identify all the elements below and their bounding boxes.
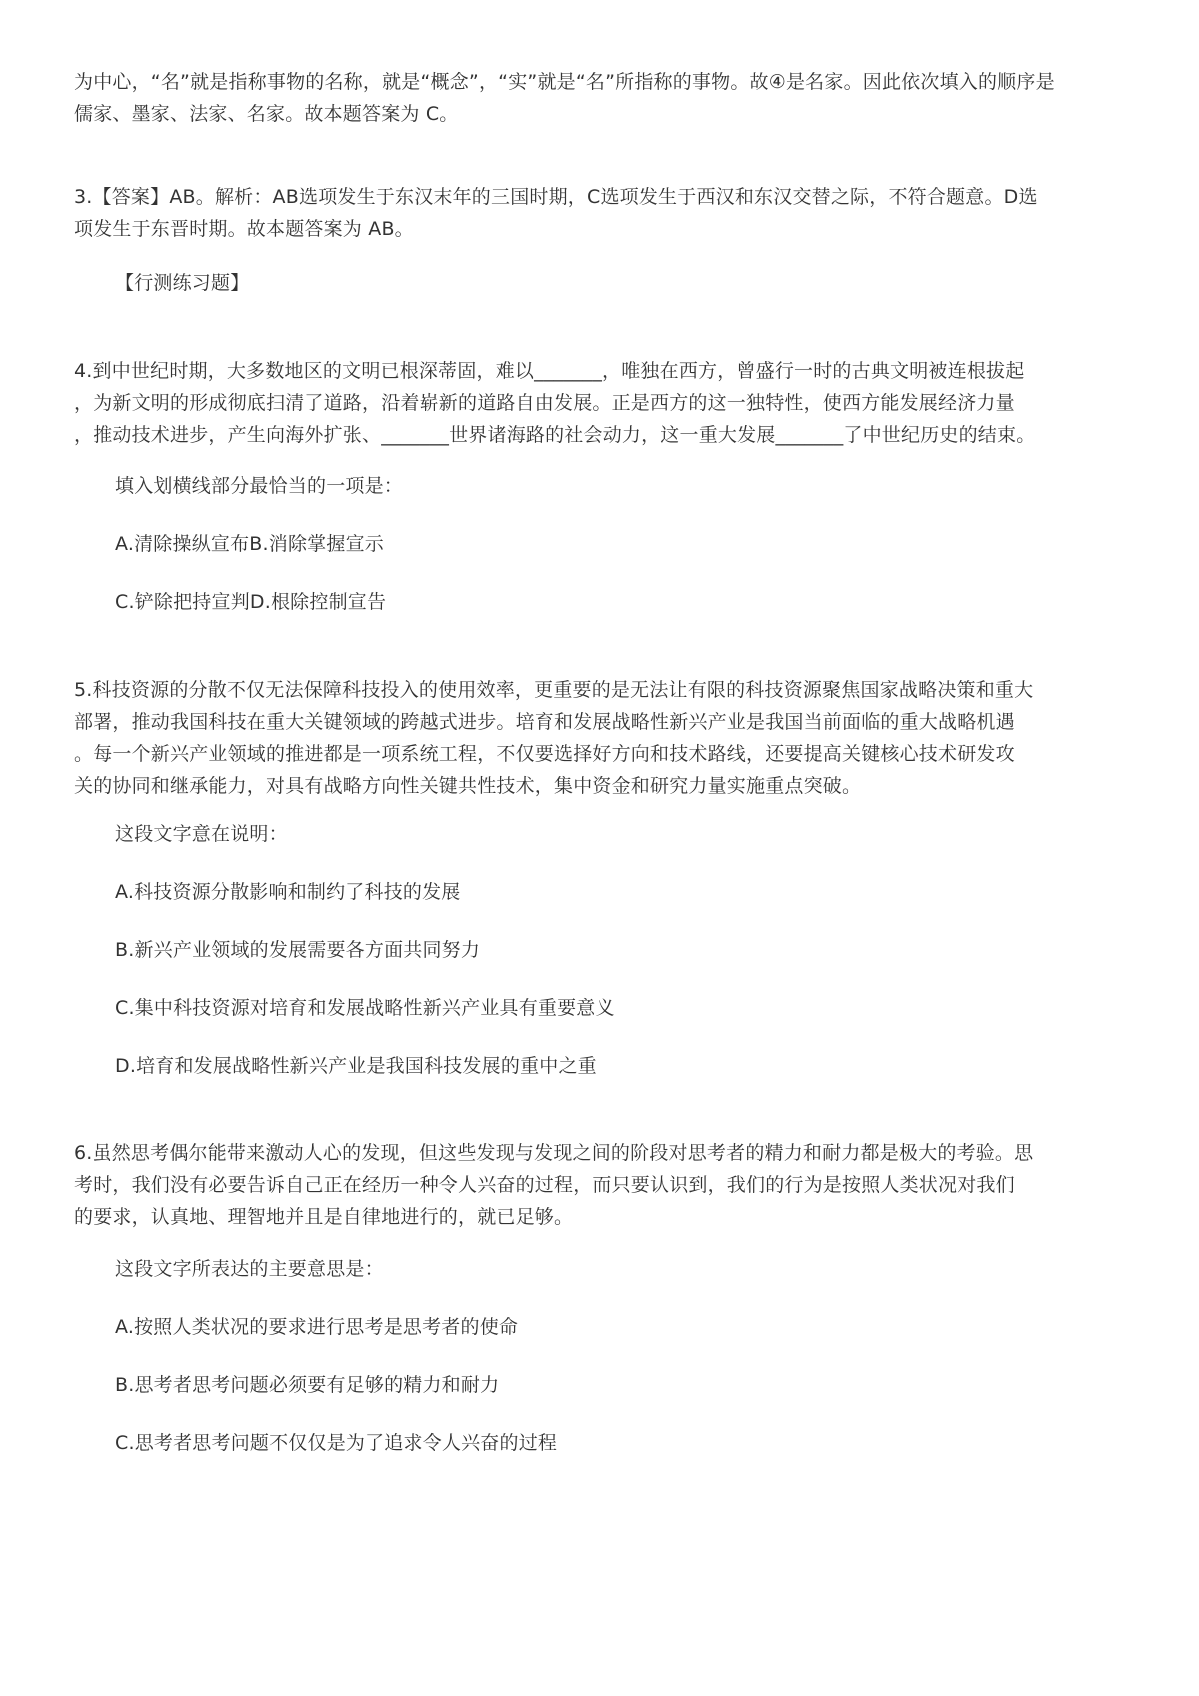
- text-line: 为中心，“名”就是指称事物的名称，就是“概念”，“实”就是“名”所指称的事物。故④是名家。因此依次填入的顺序是: [74, 71, 1055, 93]
- text-line: 4.到中世纪时期，大多数地区的文明已根深蒂固，难以_______，唯独在西方，曾盛行一时的古典文明被连根拔起: [74, 360, 1025, 382]
- text-line: C.铲除把持宣判D.根除控制宣告: [115, 591, 387, 613]
- text-line: ，为新文明的形成彻底扫清了道路，沿着崭新的道路自由发展。正是西方的这一独特性，使西方能发展经济力量: [74, 392, 1015, 414]
- question-6-option-b: [115, 1369, 1115, 1401]
- answer-3-explanation: [74, 181, 1130, 245]
- question-5-prompt: [115, 818, 1115, 850]
- text-line: 【行测练习题】: [115, 272, 250, 294]
- question-5-option-d: [115, 1050, 1115, 1082]
- text-line: A.清除操纵宣布B.消除掌握宣示: [115, 533, 384, 555]
- text-line: C.集中科技资源对培育和发展战略性新兴产业具有重要意义: [115, 997, 615, 1019]
- text-line: 关的协同和继承能力，对具有战略方向性关键共性技术，集中资金和研究力量实施重点突破。: [74, 775, 862, 797]
- answer-2-explanation-tail: [74, 66, 1130, 130]
- text-line: 这段文字所表达的主要意思是：: [115, 1258, 384, 1280]
- question-6-option-c: [115, 1427, 1115, 1459]
- question-4-stem: [74, 355, 1130, 451]
- section-heading: [115, 267, 1115, 299]
- question-5-option-c: [115, 992, 1115, 1024]
- text-line: 填入划横线部分最恰当的一项是：: [115, 475, 404, 497]
- text-line: 部署，推动我国科技在重大关键领域的跨越式进步。培育和发展战略性新兴产业是我国当前面临的重大战略机遇: [74, 711, 1015, 733]
- text-line: 儒家、墨家、法家、名家。故本题答案为 C。: [74, 103, 459, 125]
- question-4-options-ab: [115, 528, 1115, 560]
- text-line: D.培育和发展战略性新兴产业是我国科技发展的重中之重: [115, 1055, 597, 1077]
- question-5-option-b: [115, 934, 1115, 966]
- question-6-stem: [74, 1137, 1130, 1233]
- text-line: 6.虽然思考偶尔能带来激动人心的发现，但这些发现与发现之间的阶段对思考者的精力和耐力都是极大的考验。思: [74, 1142, 1034, 1164]
- question-4-options-cd: [115, 586, 1115, 618]
- text-line: B.思考者思考问题必须要有足够的精力和耐力: [115, 1374, 500, 1396]
- text-line: A.按照人类状况的要求进行思考是思考者的使命: [115, 1316, 519, 1338]
- text-line: C.思考者思考问题不仅仅是为了追求令人兴奋的过程: [115, 1432, 558, 1454]
- text-line: 的要求，认真地、理智地并且是自律地进行的，就已足够。: [74, 1206, 574, 1228]
- text-line: 5.科技资源的分散不仅无法保障科技投入的使用效率，更重要的是无法让有限的科技资源聚焦国家战略决策和重大: [74, 679, 1034, 701]
- text-line: 。每一个新兴产业领域的推进都是一项系统工程，不仅要选择好方向和技术路线，还要提高关键核心技术研发攻: [74, 743, 1015, 765]
- text-line: 考时，我们没有必要告诉自己正在经历一种令人兴奋的过程，而只要认识到，我们的行为是按照人类状况对我们: [74, 1174, 1015, 1196]
- text-line: ，推动技术进步，产生向海外扩张、_______世界诸海路的社会动力，这一重大发展_______了中世纪历史的结束。: [74, 424, 1036, 446]
- text-line: B.新兴产业领域的发展需要各方面共同努力: [115, 939, 481, 961]
- text-line: 3.【答案】AB。解析：AB选项发生于东汉末年的三国时期，C选项发生于西汉和东汉交替之际，不符合题意。D选: [74, 186, 1038, 208]
- question-6-option-a: [115, 1311, 1115, 1343]
- text-line: 这段文字意在说明：: [115, 823, 288, 845]
- text-line: 项发生于东晋时期。故本题答案为 AB。: [74, 218, 414, 240]
- text-line: A.科技资源分散影响和制约了科技的发展: [115, 881, 461, 903]
- question-5-stem: [74, 674, 1130, 802]
- question-4-prompt: [115, 470, 1115, 502]
- question-5-option-a: [115, 876, 1115, 908]
- question-6-prompt: [115, 1253, 1115, 1285]
